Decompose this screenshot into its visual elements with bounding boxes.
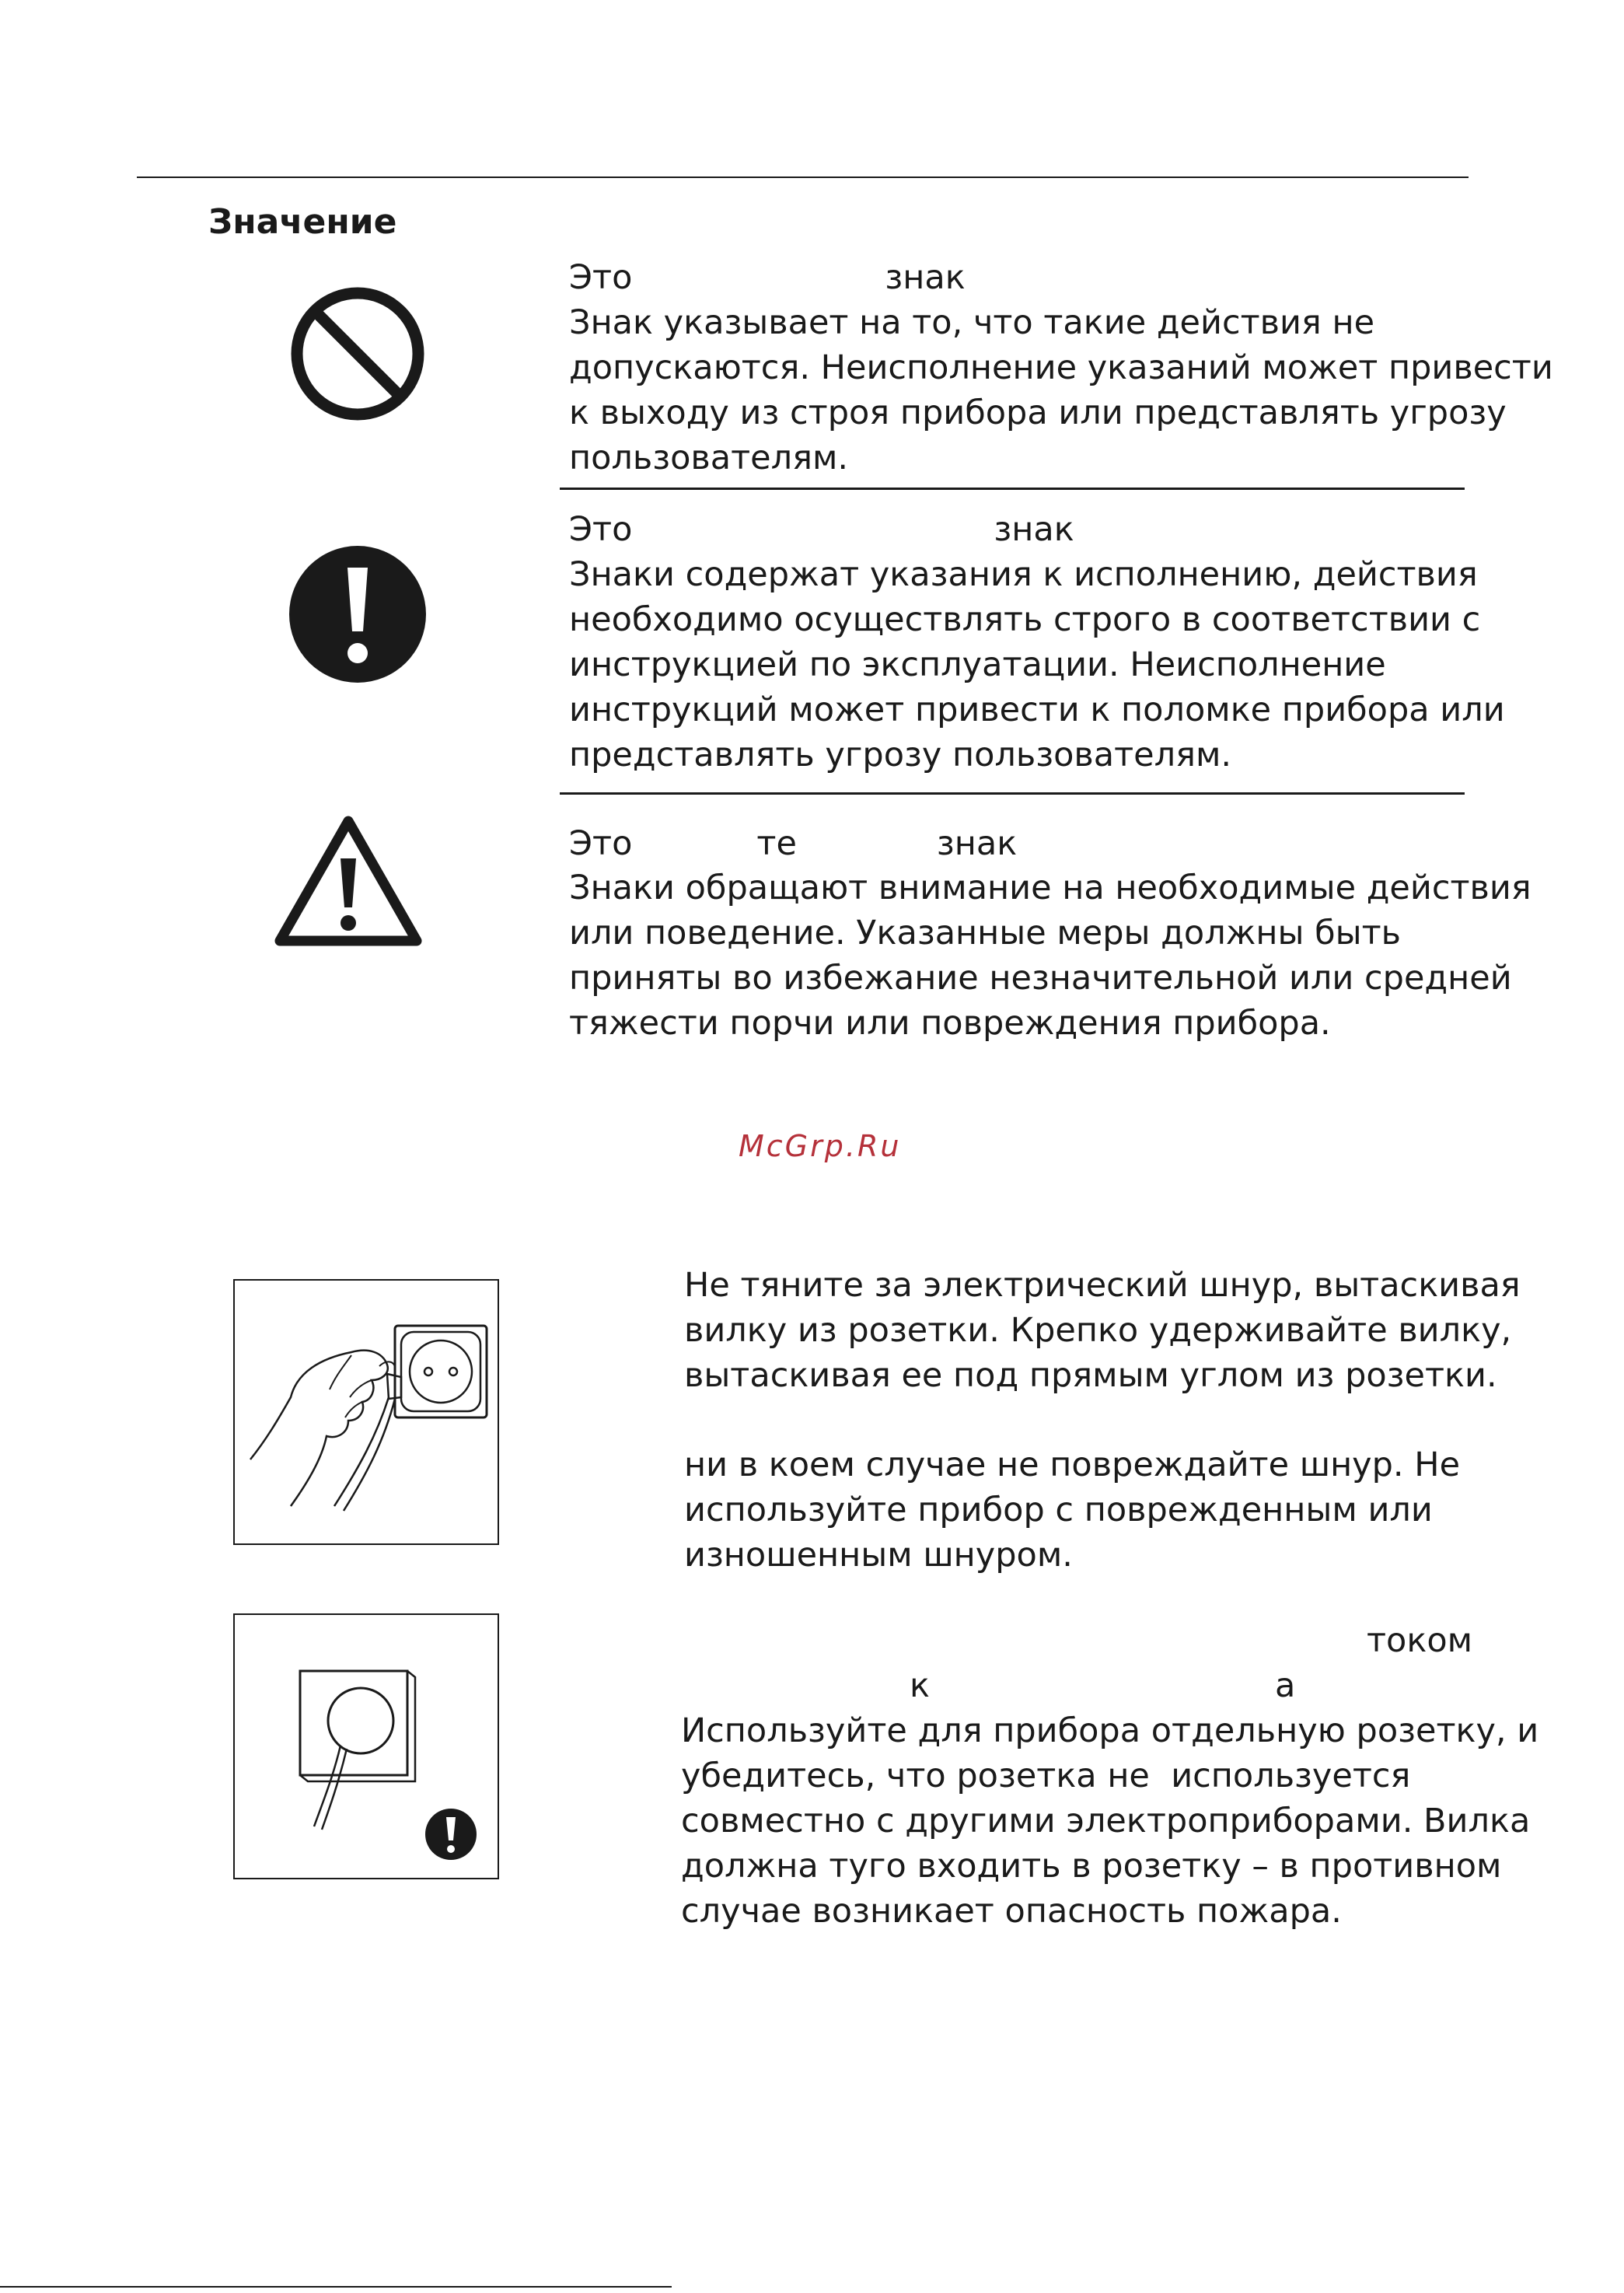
sign-divider-1	[560, 488, 1465, 490]
bottom-divider	[0, 2286, 672, 2288]
instruction-2-fragment-2: к	[910, 1666, 930, 1705]
sign-2-header: Это знак	[569, 510, 1074, 549]
sign-1-description: Знак указывает на то, что такие действия не допускаются. Неисполнение указаний может привести к выходу из строя прибора или представлять угрозу пользователям.	[569, 303, 1553, 477]
top-divider	[137, 177, 1469, 178]
sign-3-description: Знаки обращают внимание на необходимые действия или поведение. Указанные меры должны быть приняты во избежание незначительной или средней тяжести порчи или повреждения прибора.	[569, 869, 1531, 1043]
section-title: Значение	[208, 202, 397, 242]
sign-2-description: Знаки содержат указания к исполнению, действия необходимо осуществлять строго в соответствии с инструкцией по эксплуатации. Неисполнение инструкций может привести к поломке прибора или представлять угрозу пользователям.	[569, 555, 1505, 774]
instruction-2-fragment-3: а	[1275, 1666, 1296, 1705]
warning-triangle-icon	[271, 810, 426, 950]
instruction-1-paragraph-2: ни в коем случае не повреждайте шнур. Не используйте прибор с поврежденным или изношенным шнуром.	[684, 1445, 1461, 1575]
instruction-2-fragment-1: током	[1367, 1621, 1473, 1660]
prohibition-icon	[288, 284, 428, 424]
instruction-1-paragraph-1: Не тяните за электрический шнур, вытаскивая вилку из розетки. Крепко удерживайте вилку, вытаскивая ее под прямым углом из розетки.	[684, 1266, 1521, 1395]
watermark: McGrp.Ru	[739, 1129, 902, 1163]
sign-divider-2	[560, 792, 1465, 795]
instruction-2-description: Используйте для прибора отдельную розетку, и убедитесь, что розетка не используется совместно с другими электроприборами. Вилка должна туго входить в розетку – в противном случае возникает опасность пожара.	[681, 1711, 1539, 1931]
sign-1-header: Это знак	[569, 258, 966, 297]
plug-in-socket-illustration	[233, 1613, 499, 1879]
sign-3-header: Это те знак	[569, 824, 1018, 863]
hand-pulling-plug-illustration	[233, 1279, 499, 1545]
mandatory-exclamation-icon	[288, 544, 428, 684]
